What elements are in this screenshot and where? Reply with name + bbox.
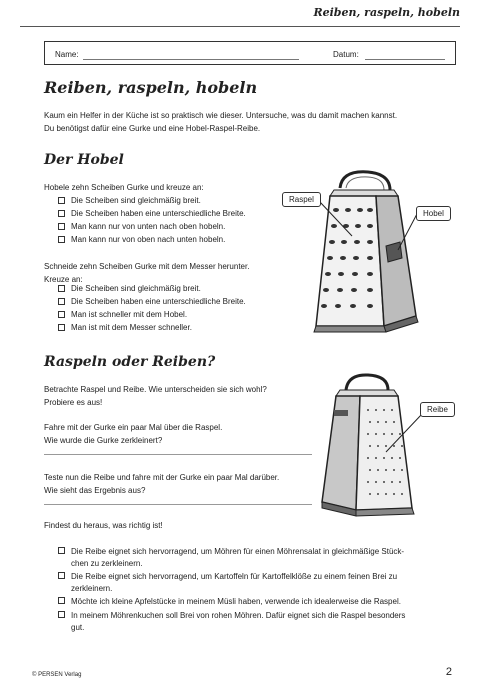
publisher-credit: © PERSEN Verlag — [32, 672, 82, 678]
label-hobel: Hobel — [416, 206, 451, 221]
checkbox-item[interactable]: Man ist mit dem Messer schneller. — [58, 323, 192, 332]
checkbox[interactable] — [58, 547, 65, 554]
task-reibe-line-2: Wie sieht das Ergebnis aus? — [44, 485, 146, 495]
task-raspel-line-2: Wie wurde die Gurke zerkleinert? — [44, 435, 163, 445]
intro-text — [44, 110, 454, 135]
header-title: Reiben, raspeln, hobeln — [313, 6, 460, 19]
checkbox[interactable] — [58, 572, 65, 579]
label-reibe: Reibe — [420, 402, 455, 417]
task-raspel-line-1: Fahre mit der Gurke ein paar Mal über die Raspel. — [44, 423, 223, 432]
checkbox[interactable] — [58, 236, 65, 243]
section-title-raspeln-reiben: Raspeln oder Reiben? — [44, 354, 216, 370]
date-field[interactable] — [365, 59, 445, 60]
task-reibe-line-1: Teste nun die Reibe und fahre mit der Gurke ein paar Mal darüber. — [44, 473, 280, 482]
checkbox[interactable] — [58, 210, 65, 217]
checkbox-item[interactable]: Die Scheiben haben eine unterschiedliche Breite. — [58, 209, 246, 218]
checkbox[interactable] — [58, 285, 65, 292]
checkbox[interactable] — [58, 311, 65, 318]
date-label: Datum: — [333, 50, 359, 59]
label-raspel: Raspel — [282, 192, 321, 207]
task-betrachte-line-2: Probiere es aus! — [44, 397, 103, 407]
task-betrachte-line-1: Betrachte Raspel und Reibe. Wie unterscheiden sie sich wohl? — [44, 385, 267, 394]
page-number: 2 — [445, 666, 452, 678]
task-messer-line-1: Schneide zehn Scheiben Gurke mit dem Messer herunter. — [44, 262, 250, 271]
task-findest: Findest du heraus, was richtig ist! — [44, 521, 163, 530]
page-title: Reiben, raspeln, hobeln — [44, 78, 258, 97]
checkbox[interactable] — [58, 324, 65, 331]
checkbox-item[interactable]: Man ist schneller mit dem Hobel. — [58, 310, 187, 319]
checkbox[interactable] — [58, 597, 65, 604]
checkbox[interactable] — [58, 298, 65, 305]
checkbox-item[interactable]: In meinem Möhrenkuchen soll Brei von rohen Möhren. Dafür eignet sich die Raspel besonders gut. — [58, 610, 450, 633]
intro-line-1: Kaum ein Helfer in der Küche ist so praktisch wie dieser. Untersuche, was du damit machen kannst. — [44, 111, 398, 120]
checkbox[interactable] — [58, 197, 65, 204]
name-date-box — [44, 41, 456, 65]
checkbox-item[interactable]: Man kann nur von oben nach unten hobeln. — [58, 235, 225, 244]
checkbox-item[interactable]: Möchte ich kleine Apfelstücke in meinem Müsli haben, verwende ich idealerweise die Raspel. — [58, 596, 450, 608]
name-label: Name: — [55, 50, 79, 59]
checkbox-item[interactable]: Die Scheiben sind gleichmäßig breit. — [58, 284, 201, 293]
task-hobeln: Hobele zehn Scheiben Gurke und kreuze an: — [44, 183, 204, 192]
checkbox[interactable] — [58, 611, 65, 618]
grater-illustration-reibe — [316, 370, 456, 520]
checkbox-item[interactable]: Die Scheiben haben eine unterschiedliche Breite. — [58, 297, 246, 306]
name-field[interactable] — [83, 59, 299, 60]
checkbox-item[interactable]: Die Scheiben sind gleichmäßig breit. — [58, 196, 201, 205]
answer-line[interactable] — [44, 504, 312, 505]
answer-line[interactable] — [44, 454, 312, 455]
checkbox-item[interactable]: Die Reibe eignet sich hervorragend, um Möhren für einen Möhrensalat in gleichmäßige Stück- chen zu zerkleinern. — [58, 546, 450, 569]
checkbox-item[interactable]: Man kann nur von unten nach oben hobeln. — [58, 222, 225, 231]
intro-line-2: Du benötigst dafür eine Gurke und eine Hobel-Raspel-Reibe. — [44, 123, 261, 133]
task-messer-line-2: Kreuze an: — [44, 274, 83, 284]
checkbox-item[interactable]: Die Reibe eignet sich hervorragend, um Kartoffeln für Kartoffelklöße zu einem feinen Brei zu zerkleinern. — [58, 571, 450, 594]
checkbox[interactable] — [58, 223, 65, 230]
section-title-hobel: Der Hobel — [44, 152, 124, 168]
header-divider — [20, 26, 460, 27]
